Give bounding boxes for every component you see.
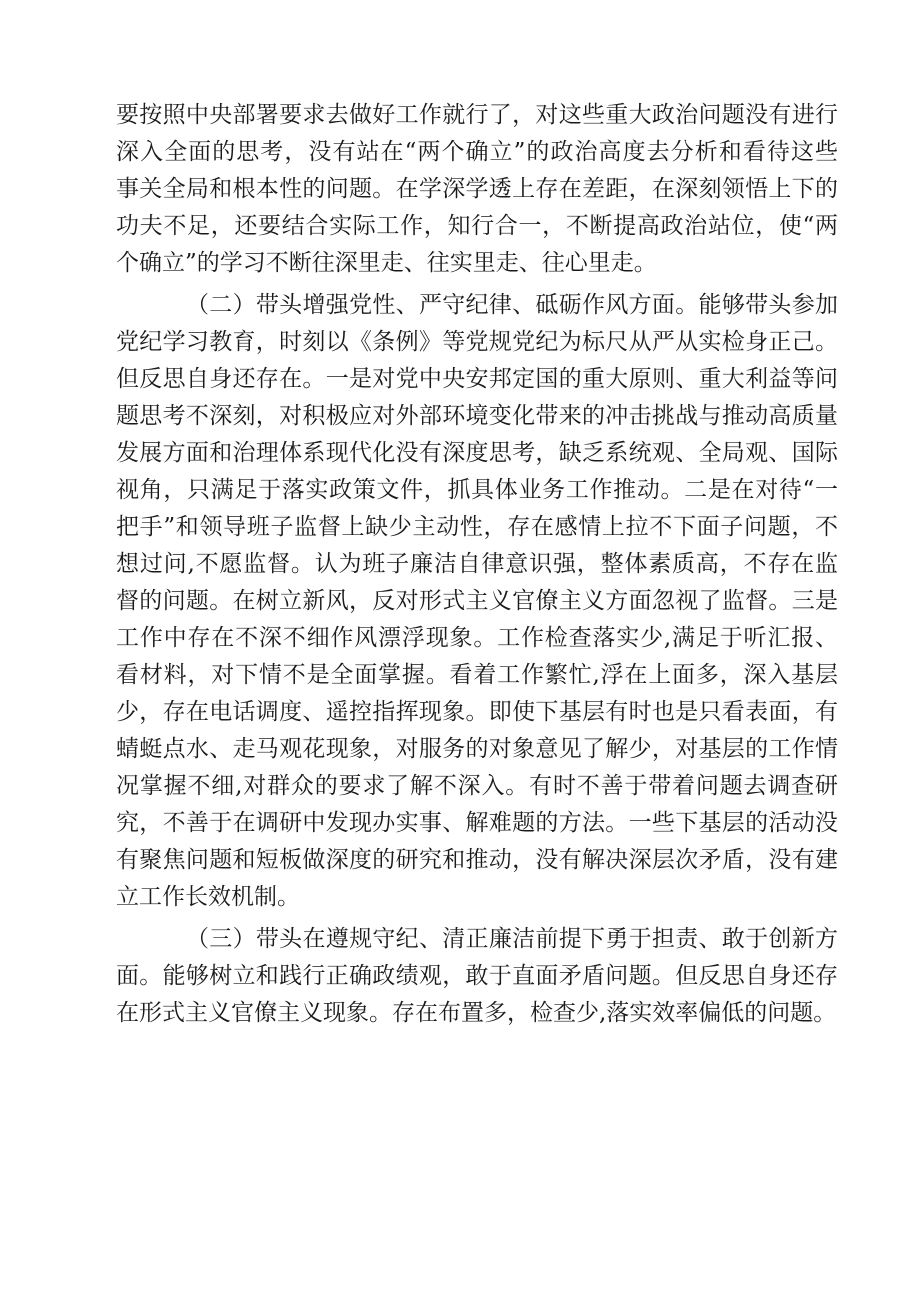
- text-line: 深入全面的思考，没有站在“两个确立”的政治高度去分析和看待这些: [116, 139, 838, 165]
- text-line: 面。能够树立和践行正确政绩观，敢于直面矛盾问题。但反思自身还存: [116, 963, 838, 989]
- text-line: 视角，只满足于落实政策文件，抓具体业务工作推动。二是在对待“一: [116, 477, 838, 503]
- text-line: 督的问题。在树立新风，反对形式主义官僚主义方面忽视了监督。三是: [116, 588, 838, 614]
- text-line: 个确立”的学习不断往深里走、往实里走、往心里走。: [116, 250, 657, 276]
- text-line: 题思考不深刻，对积极应对外部环境变化带来的冲击挑战与推动高质量: [116, 403, 838, 429]
- text-line: 蜻蜓点水、走马观花现象，对服务的对象意见了解少，对基层的工作情: [116, 736, 838, 762]
- section-heading-line: （三）带头在遵规守纪、清正廉洁前提下勇于担责、敢于创新方: [186, 926, 838, 952]
- text-line: 把手”和领导班子监督上缺少主动性，存在感情上拉不下面子问题，不: [116, 514, 838, 540]
- paragraph-party-discipline: [116, 287, 838, 916]
- section-heading-line: （二）带头增强党性、严守纪律、砥砺作风方面。能够带头参加: [186, 292, 838, 318]
- text-line: 在形式主义官僚主义现象。存在布置多，检查少,落实效率偏低的问题。: [116, 1000, 837, 1026]
- text-line: 事关全局和根本性的问题。在学深学透上存在差距，在深刻领悟上下的: [116, 176, 838, 202]
- text-line: 工作中存在不深不细作风漂浮现象。工作检查落实少,满足于听汇报、: [116, 625, 838, 651]
- text-line: 立工作长效机制。: [116, 884, 300, 910]
- text-line: 但反思自身还存在。一是对党中央安邦定国的重大原则、重大利益等问: [116, 366, 838, 392]
- paragraph-political-stance-continued: [116, 97, 838, 282]
- document-body: [116, 97, 838, 1032]
- text-line: 功夫不足，还要结合实际工作，知行合一，不断提高政治站位，使“两: [116, 213, 838, 239]
- text-line: 究，不善于在调研中发现办实事、解难题的方法。一些下基层的活动没: [116, 810, 838, 836]
- text-line: 看材料，对下情不是全面掌握。看着工作繁忙,浮在上面多，深入基层: [116, 662, 838, 688]
- text-line: 要按照中央部署要求去做好工作就行了，对这些重大政治问题没有进行: [116, 102, 838, 128]
- text-line: 想过问,不愿监督。认为班子廉洁自律意识强，整体素质高，不存在监: [116, 551, 838, 577]
- paragraph-integrity-responsibility: [116, 921, 838, 1032]
- text-line: 发展方面和治理体系现代化没有深度思考，缺乏系统观、全局观、国际: [116, 440, 838, 466]
- text-line: 有聚焦问题和短板做深度的研究和推动，没有解决深层次矛盾，没有建: [116, 847, 838, 873]
- text-line: 党纪学习教育，时刻以《条例》等党规党纪为标尺从严从实检身正己。: [116, 329, 838, 355]
- text-line: 少，存在电话调度、遥控指挥现象。即使下基层有时也是只看表面，有: [116, 699, 838, 725]
- text-line: 况掌握不细,对群众的要求了解不深入。有时不善于带着问题去调查研: [116, 773, 838, 799]
